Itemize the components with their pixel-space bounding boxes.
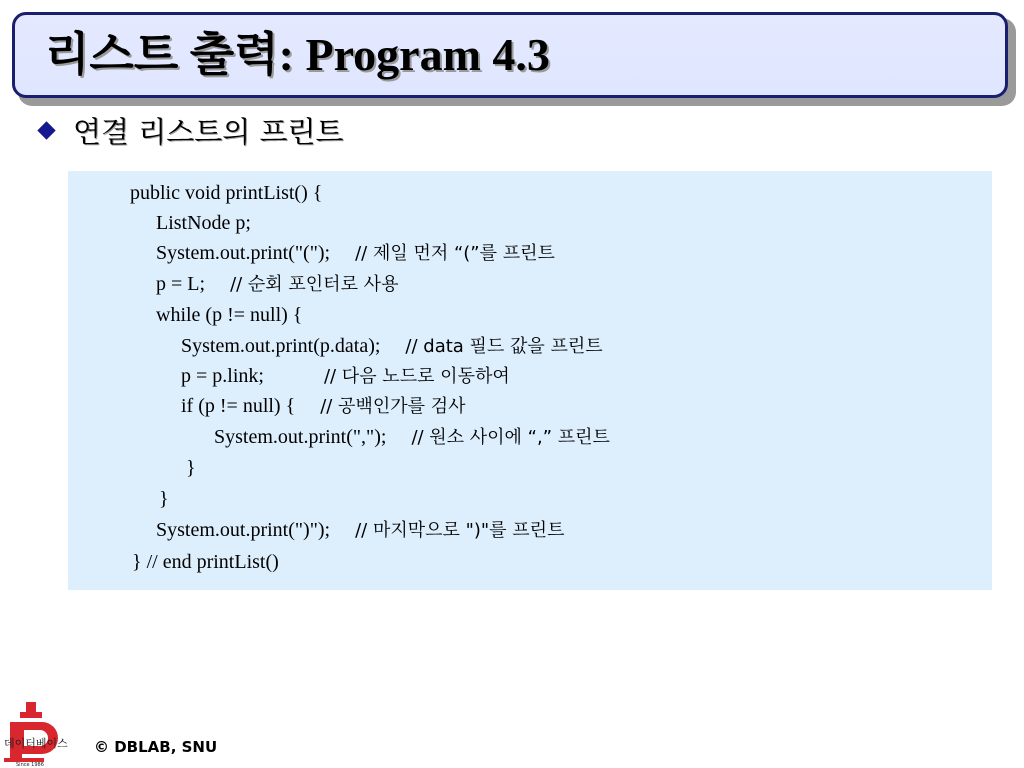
code-text: ListNode p; [156,212,251,234]
code-comment: // data 필드 값을 프린트 [405,336,603,357]
code-text: System.out.print(")"); [156,519,356,541]
code-text: System.out.print(","); [214,426,412,448]
title-box [12,12,1008,98]
code-comment: // 순회 포인터로 사용 [230,274,399,295]
code-line [130,179,322,207]
code-line [132,548,279,576]
code-line [181,362,510,391]
code-comment: // 공백인가를 검사 [320,396,466,417]
code-text: p = L; [156,273,231,295]
code-line [156,209,251,237]
code-comment: // 원소 사이에 “,” 프린트 [411,427,610,448]
code-text: } [159,488,169,510]
code-text: System.out.print(p.data); [181,335,406,357]
code-line [156,239,555,268]
code-line [156,301,302,329]
code-text: } // end printList() [132,551,279,573]
logo-text: 데이터베이스 [4,737,68,750]
code-line [181,392,466,421]
logo-subtext: Since 1986 [16,762,44,768]
code-text: if (p != null) { [181,395,321,417]
code-line [159,485,169,513]
code-text: System.out.print("("); [156,242,356,264]
code-comment: // 다음 노드로 이동하여 [323,366,510,387]
slide-title: 리스트 출력: Program 4.3 [45,29,550,80]
code-comment: // 마지막으로 ")"를 프린트 [355,520,565,541]
footer-copyright: © DBLAB, SNU [94,738,218,756]
code-line [186,454,196,482]
bullet-text: 연결 리스트의 프린트 [73,114,344,149]
code-line [214,423,610,452]
code-text: p = p.link; [181,365,324,387]
code-text: public void printList() { [130,182,323,204]
code-line [156,516,564,545]
code-comment: // 제일 먼저 “(”를 프린트 [355,243,555,264]
bullet-row [38,110,344,150]
code-line [181,332,603,361]
code-text: while (p != null) { [156,304,303,326]
code-text: } [186,457,196,479]
dblab-logo-icon [0,700,76,768]
code-line [156,270,398,299]
code-box [68,171,992,590]
diamond-bullet-icon [37,121,55,139]
